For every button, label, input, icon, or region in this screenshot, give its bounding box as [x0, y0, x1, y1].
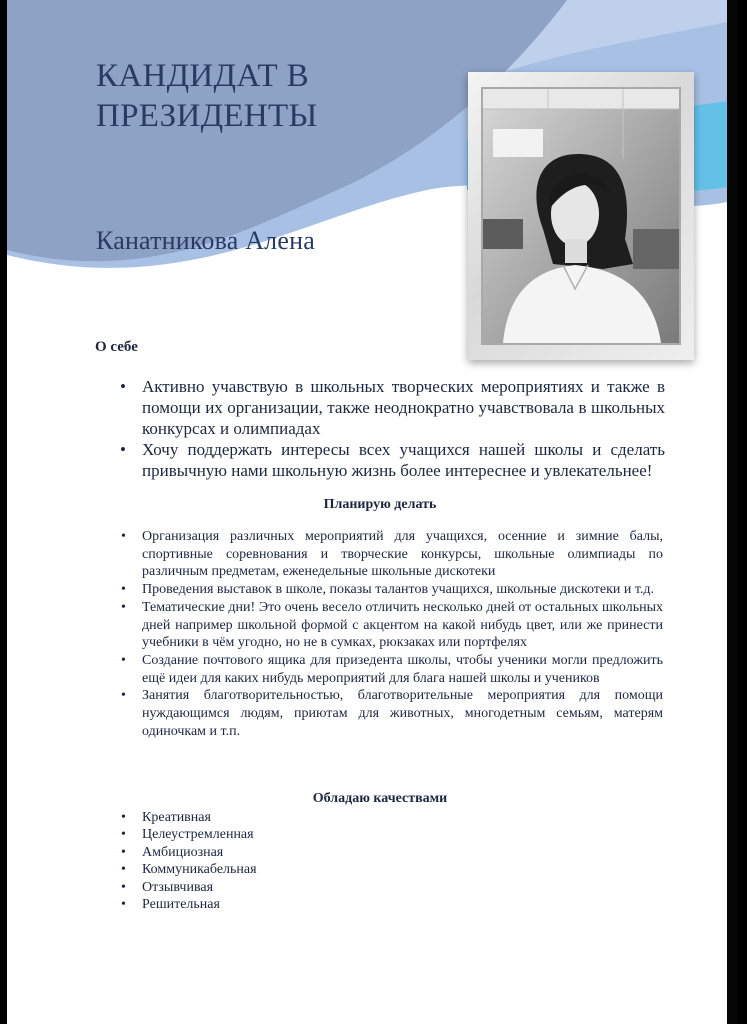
list-item: • Целеустремленная: [95, 826, 495, 843]
page-title: [96, 56, 318, 136]
qualities-heading: Обладаю качествами: [312, 791, 448, 806]
list-item: • Хочу поддержать интересы всех учащихся нашей школы и сделать привычную нами школьную жизнь более интереснее и увлекательнее!: [95, 439, 665, 481]
list-item: • Активно учавствую в школьных творческих мероприятиях и также в помощи их организации, также неоднократно учавствовала в школьных конкурсах и олимпиадах: [95, 376, 665, 439]
title-line-2: ПРЕЗИДЕНТЫ: [96, 98, 318, 134]
document-page: [7, 0, 737, 1024]
list-item: • Коммуникабельная: [95, 861, 495, 878]
list-item: • Создание почтового ящика для призедента школы, чтобы ученики могли предложить ещё идеи для каких нибудь мероприятий для блага нашей школы и учеников: [95, 652, 663, 687]
scan-edge: [727, 0, 737, 1024]
list-item: • Креативная: [95, 809, 495, 826]
list-item: • Организация различных мероприятий для учащихся, осенние и зимние балы, спортивные соревнования и творческие конкурсы, школьные олимпиады по различным предметам, еженедельные школьные дискотеки: [95, 528, 663, 581]
candidate-photo-frame: [468, 72, 694, 360]
candidate-name: Канатникова Алена: [96, 226, 315, 255]
title-line-1: КАНДИДАТ В: [96, 58, 309, 94]
list-item: • Отзывчивая: [95, 879, 495, 896]
list-item: • Занятия благотворительностью, благотворительные мероприятия для помощи нуждающимся людям, приютам для животных, многодетным семьям, матерям одиночкам и т.п.: [95, 687, 663, 740]
portrait-image: [483, 89, 679, 343]
list-item: • Проведения выставок в школе, показы талантов учащихся, школьные дискотеки и т.д.: [95, 581, 663, 599]
about-list: [95, 376, 665, 481]
list-item: • Решительная: [95, 896, 495, 913]
plans-heading: Планирую делать: [323, 497, 437, 512]
candidate-photo: [481, 87, 681, 345]
about-heading: О себе: [95, 339, 138, 355]
qualities-list: [95, 809, 495, 913]
plans-list: [95, 528, 663, 740]
list-item: • Тематические дни! Это очень весело отличить несколько дней от остальных школьных дней например школьной формой с акцентом на какой нибудь цвет, или же принести учебники в чём угодно, но не в сумках, рюкзаках или портфелях: [95, 599, 663, 652]
list-item: • Амбициозная: [95, 844, 495, 861]
